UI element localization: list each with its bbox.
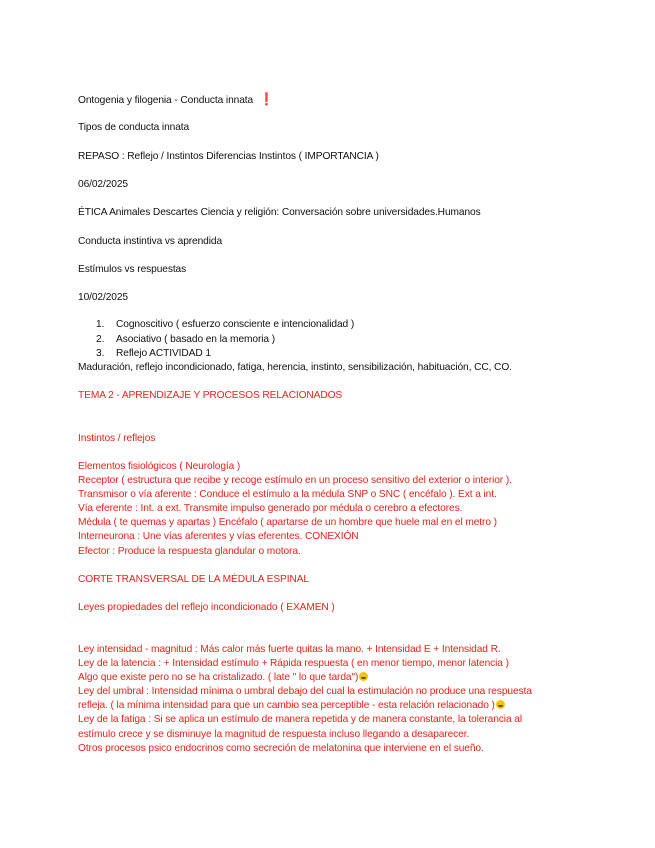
grinning-face-icon (359, 672, 368, 681)
line-ley-intensidad: Ley intensidad - magnitud : Más calor más fuerte quitas la mano. + Intensidad E + Intensidad R. (78, 644, 501, 655)
document-title: Ontogenia y filogenia - Conducta innata ❗ (78, 92, 274, 106)
line-otros: Otros procesos psico endocrinos como secreción de melatonina que interviene en el sueño. (78, 743, 484, 754)
line-ley-latencia: Ley de la latencia : + Intensidad estímulo + Rápida respuesta ( en menor tiempo, menor latencia ) (78, 658, 509, 669)
line-ley-umbral: Ley del umbral : Intensidad mínima o umbral debajo del cual la estimulación no produce una respuesta (78, 686, 532, 697)
heading-tipos: Tipos de conducta innata (78, 122, 190, 133)
line-interneurona: Interneurona : Une vías aferentes y vías eferentes. CONEXIÓN (78, 531, 359, 542)
line-receptor: Receptor ( estructura que recibe y recoge estímulo en un proceso sensitivo del exterior o interior ). (78, 475, 512, 486)
line-maduracion: Maduración, reflejo incondicionado, fatiga, herencia, instinto, sensibilización, habituación, CC, CO. (78, 362, 512, 373)
heading-tema2: TEMA 2 - APRENDIZAJE Y PROCESOS RELACIONADOS (78, 390, 343, 401)
line-repaso: REPASO : Reflejo / Instintos Diferencias Instintos ( IMPORTANCIA ) (78, 151, 379, 162)
date-1: 06/02/2025 (78, 179, 128, 190)
heading-instintos: Instintos / reflejos (78, 433, 156, 444)
list-item: 2. Asociativo ( basado en la memoria ) (96, 334, 276, 345)
heading-leyes: Leyes propiedades del reflejo incondicionado ( EXAMEN ) (78, 602, 335, 613)
line-estimulo-crece: estímulo crece y se disminuye la magnitud de respuesta incluso llegando a desaparecer. (78, 729, 470, 740)
list-item: 1. Cognoscitivo ( esfuerzo consciente e intencionalidad ) (96, 319, 355, 330)
line-efector: Efector : Produce la respuesta glandular o motora. (78, 546, 301, 557)
line-ley-fatiga: Ley de la fatiga : Si se aplica un estímulo de manera repetida y de manera constante, la tolerancia al (78, 714, 522, 725)
exclamation-icon: ❗ (259, 92, 274, 106)
heading-elementos: Elementos fisiológicos ( Neurología ) (78, 461, 241, 472)
line-algo-existe: Algo que existe pero no se ha cristalizado. ( late " lo que tarda") (78, 671, 368, 684)
grinning-face-icon (496, 700, 505, 709)
line-estimulos: Estímulos vs respuestas (78, 264, 187, 275)
line-reflejo-minima: refleja. ( la mínima intensidad para que un cambio sea perceptible - esta relación relacionado ) (78, 699, 505, 712)
heading-corte: CORTE TRANSVERSAL DE LA MÉDULA ESPINAL (78, 574, 309, 585)
line-conducta: Conducta instintiva vs aprendida (78, 236, 223, 247)
line-etica: ÉTICA Animales Descartes Ciencia y religión: Conversación sobre universidades.Humanos (78, 207, 481, 218)
date-2: 10/02/2025 (78, 292, 128, 303)
line-via-eferente: Vía eferente : Int. a ext. Transmite impulso generado por médula o cerebro a efectores. (78, 503, 463, 514)
line-medula: Médula ( te quemas y apartas ) Encéfalo ( apartarse de un hombre que huele mal en el metro ) (78, 517, 497, 528)
line-transmisor: Transmisor o vía aferente : Conduce el estímulo a la médula SNP o SNC ( encéfalo ). Ext a int. (78, 489, 497, 500)
list-item: 3. Reflejo ACTIVIDAD 1 (96, 348, 211, 359)
